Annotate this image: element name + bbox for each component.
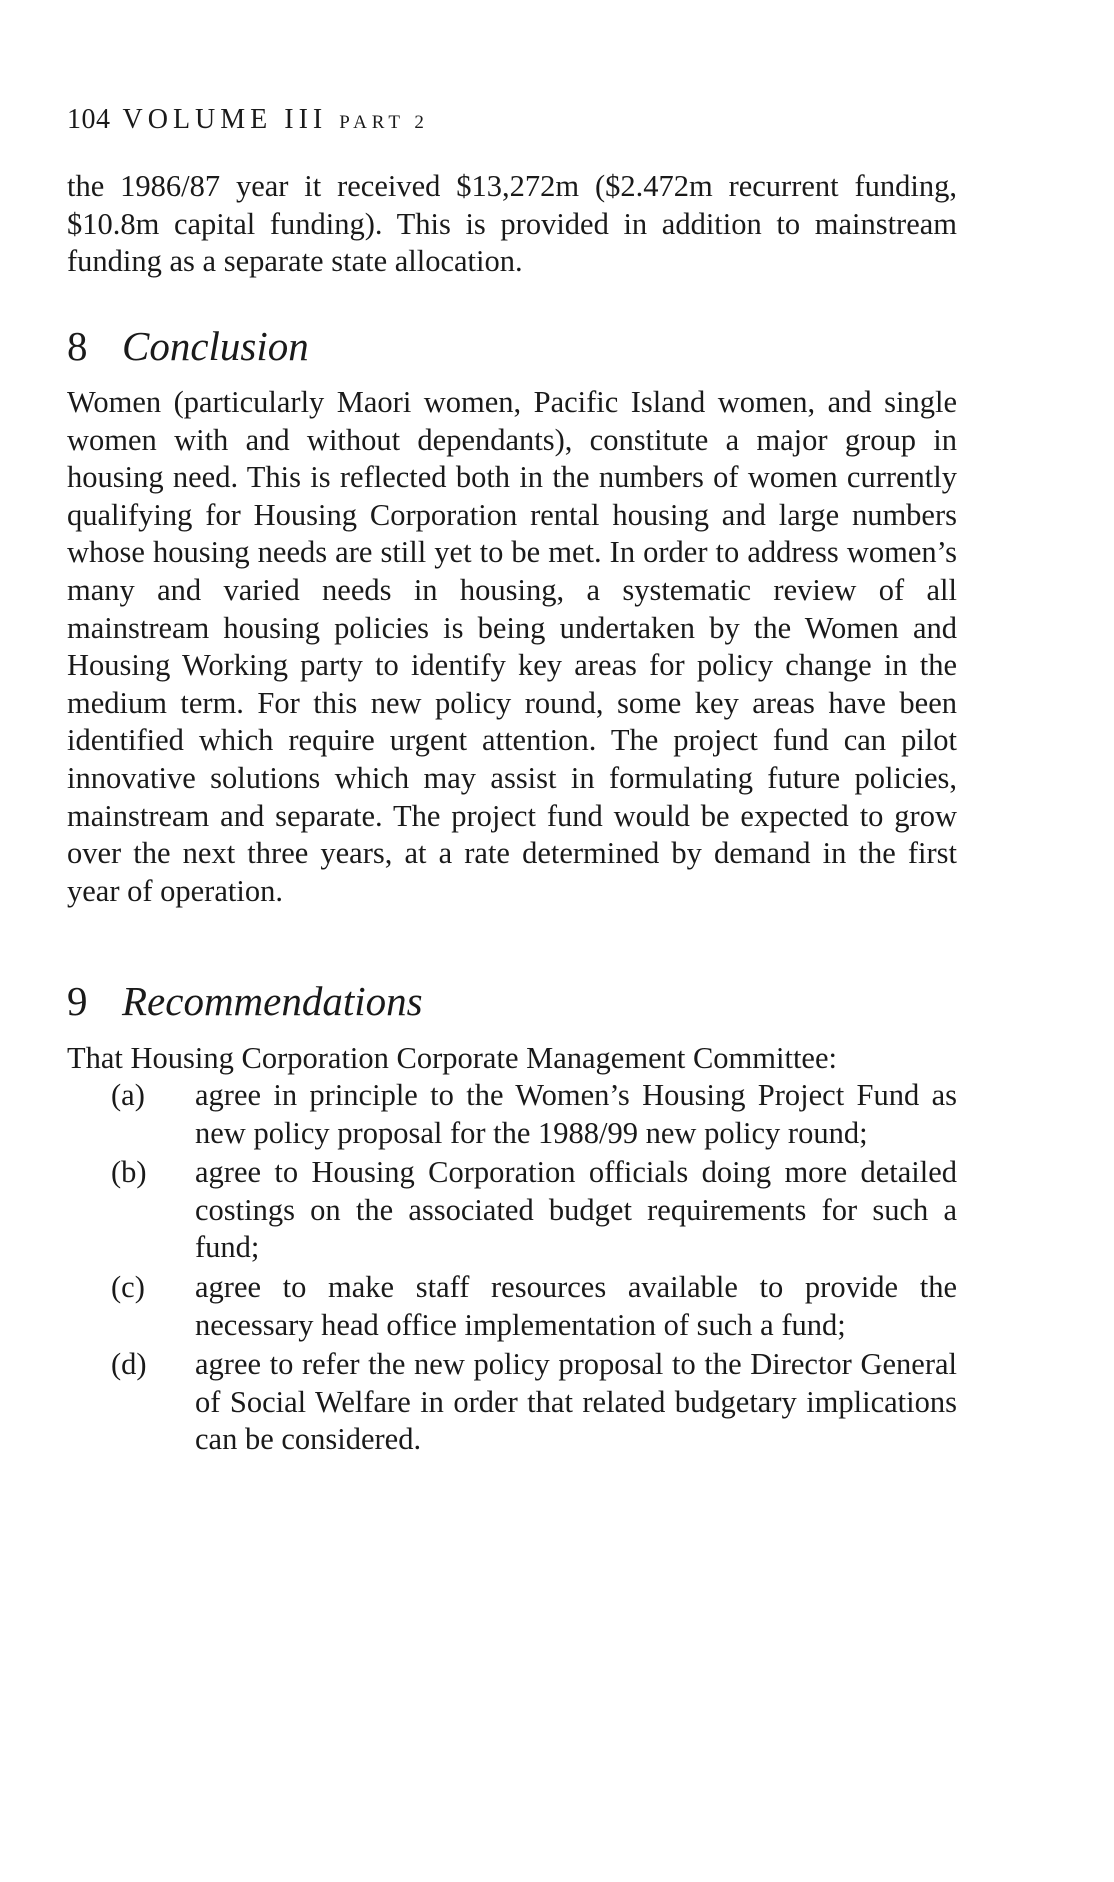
list-marker: (a) [111,1078,145,1112]
running-header [67,104,429,136]
list-item [67,1269,957,1344]
list-item [67,1154,957,1267]
section-title: Conclusion [122,323,309,369]
recommendations-lead: That Housing Corporation Corporate Management Committee: [67,1041,837,1075]
part-label: PART 2 [339,112,429,133]
section-heading-conclusion [67,322,309,370]
list-marker: (c) [111,1269,145,1304]
list-item-text: agree to make staff resources available to provide the necessary head office implementation of such a fund; [195,1269,957,1342]
list-item [67,1346,957,1459]
list-item-text: agree to refer the new policy proposal to the Director General of Social Welfare in order that related budgetary implications can be considered. [195,1347,957,1457]
section-heading-recommendations [67,977,423,1025]
recommendations-list [67,1077,957,1459]
page-number: 104 [67,104,111,135]
section-number: 9 [67,978,88,1024]
list-item [67,1077,957,1152]
list-marker: (b) [111,1155,147,1190]
volume-label: VOLUME III [122,104,328,135]
section-number: 8 [67,323,88,369]
conclusion-paragraph: Women (particularly Maori women, Pacific Island women, and single women with and without dependants), constitute a major group in housing need. This is reflected both in the numbers of women currently qualifying for Housing Corporation rental housing and large numbers whose housing needs are still yet to be met. In order to address women’s many and varied needs in housing, a systematic review of all mainstream housing policies is being undertaken by the Women and Housing Working party to identify key areas for policy change in the medium term. For this new policy round, some key areas have been identified which require urgent attention. The project fund can pilot innovative solutions which may assist in formulating future policies, mainstream and separate. The project fund would be expected to grow over the next three years, at a rate determined by demand in the first year of operation. [67,385,957,908]
list-item-text: agree in principle to the Women’s Housing Project Fund as new policy proposal for the 1988/99 new policy round; [195,1078,957,1150]
section-title: Recommendations [122,978,423,1024]
list-item-text: agree to Housing Corporation officials doing more detailed costings on the associated budget requirements for such a fund; [195,1155,957,1265]
intro-paragraph: the 1986/87 year it received $13,272m ($2.472m recurrent funding, $10.8m capital funding). This is provided in addition to mainstream funding as a separate state allocation. [67,169,957,279]
list-marker: (d) [111,1347,147,1382]
